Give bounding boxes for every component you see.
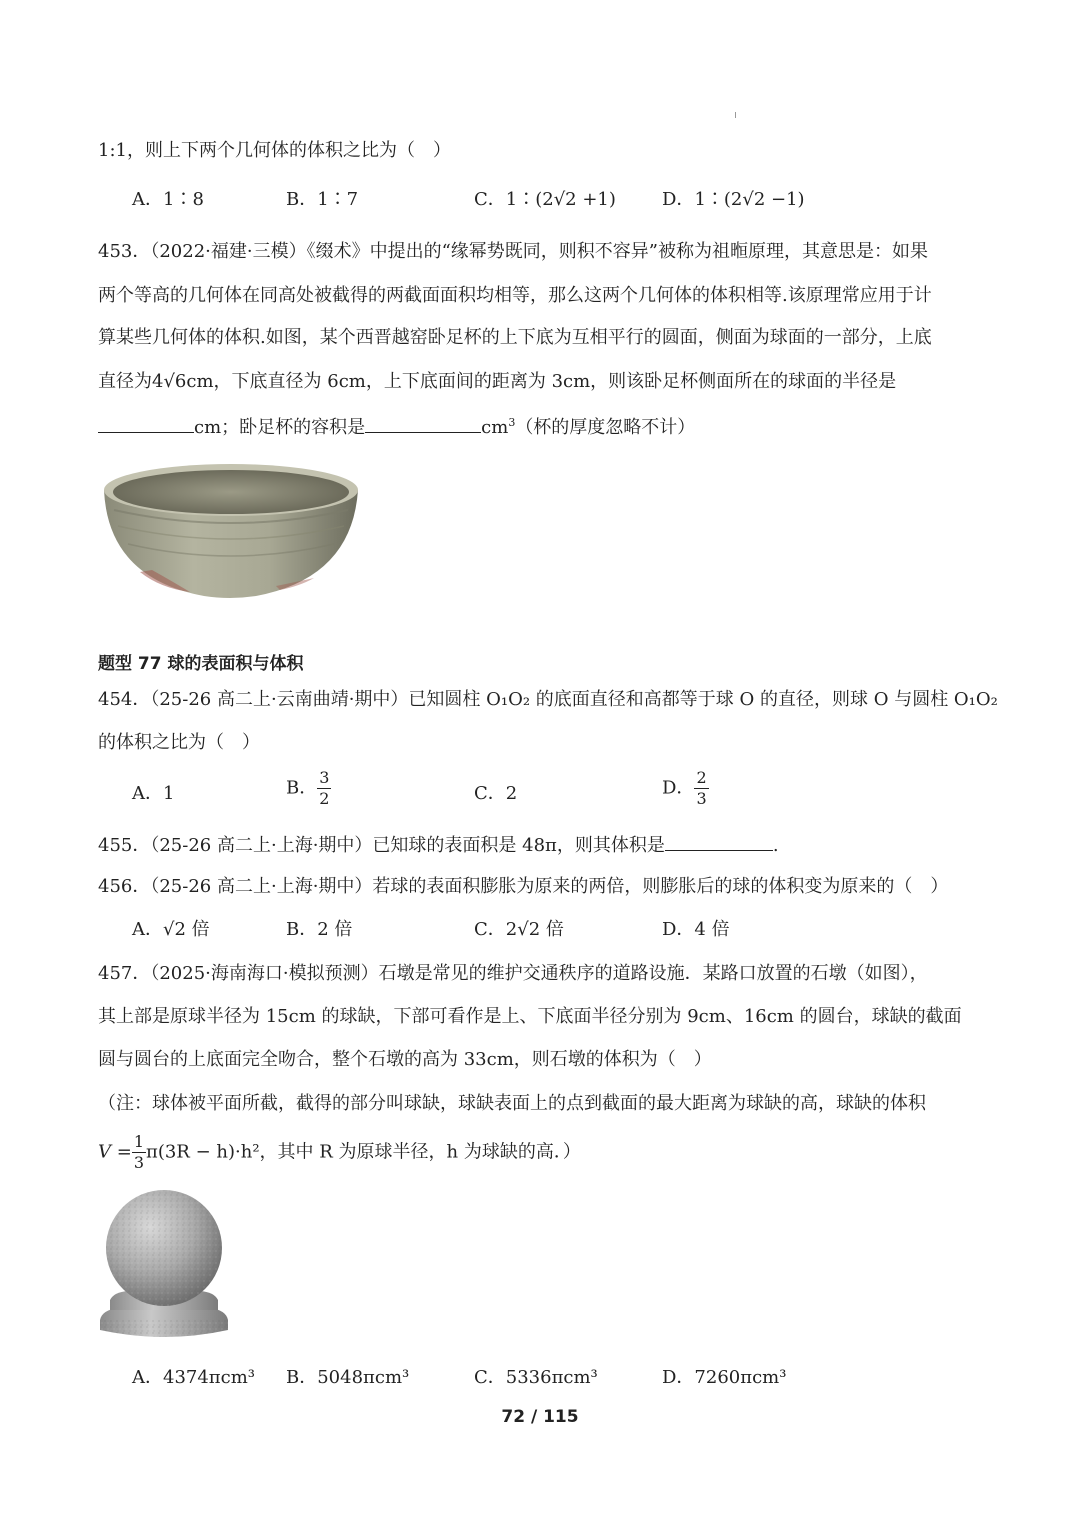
fraction-numerator: 1 <box>133 1132 144 1151</box>
q452-option-d-expr: 1∶(2√2 −1) <box>694 189 805 210</box>
q454-line-1: 454．（25-26 高二上·云南曲靖·期中）已知圆柱 O₁O₂ 的底面直径和高都等于球 O 的直径，则球 O 与圆柱 O₁O₂ <box>98 689 998 710</box>
q454-option-b[interactable] <box>286 768 331 809</box>
q457-option-b[interactable]: B．5048πcm³ <box>286 1367 410 1388</box>
q457-line-5-text: ，其中 R 为原球半径，h 为球缺的高．） <box>259 1141 581 1163</box>
fraction-denominator: 3 <box>696 789 707 808</box>
q454-option-b-label: B． <box>286 777 318 799</box>
q452-option-b[interactable]: B．1∶7 <box>286 189 359 210</box>
formula-lhs: V = <box>98 1141 132 1163</box>
q452-option-d-label: D． <box>662 189 695 210</box>
q456-option-b[interactable]: B．2 倍 <box>286 919 353 940</box>
q456-option-c[interactable]: C．2√2 倍 <box>474 919 564 940</box>
fraction-numerator: 2 <box>696 768 707 787</box>
bowl-image <box>100 460 362 602</box>
q453-line-4 <box>98 370 896 394</box>
q453-line-4-pre: 直径为 <box>98 371 152 392</box>
q453-line-5-a: cm；卧足杯的容积是 <box>194 417 366 438</box>
q453-blank-radius[interactable] <box>98 414 194 433</box>
q454-option-b-fraction <box>317 768 331 809</box>
q456-option-a[interactable]: A．√2 倍 <box>132 919 210 940</box>
q453-diameter-math: 4√6cm <box>152 371 214 392</box>
q454-option-c[interactable]: C．2 <box>474 783 518 804</box>
page-number: 72 / 115 <box>501 1407 579 1427</box>
q457-line-5 <box>98 1132 581 1173</box>
formula-fraction <box>132 1132 146 1173</box>
fraction-denominator: 3 <box>133 1153 144 1172</box>
formula-rhs: π(3R − h)·h² <box>146 1141 260 1163</box>
q453-line-1: 453．（2022·福建·三模）《缀术》中提出的“缘幂势既同，则积不容异”被称为祖暅原理，其意思是：如果 <box>98 241 929 262</box>
q457-option-a[interactable]: A．4374πcm³ <box>132 1367 256 1388</box>
q452-option-c-label: C． <box>474 189 506 210</box>
q453-blank-volume[interactable] <box>365 414 481 433</box>
q452-option-c-expr: 1∶(2√2 +1) <box>505 189 616 210</box>
q453-unit-sup: 3 <box>508 416 516 429</box>
q454-line-2: 的体积之比为（ ） <box>98 732 260 753</box>
q456-option-d[interactable]: D．4 倍 <box>662 919 730 940</box>
q455-line <box>98 832 779 858</box>
q453-line-3: 算某些几何体的体积.如图，某个西晋越窑卧足杯的上下底为互相平行的圆面，侧面为球面的一部分，上底 <box>98 327 932 348</box>
header-mark <box>735 112 736 118</box>
q453-line-4-post: ，下底直径为 6cm，上下底面间的距离为 3cm，则该卧足杯侧面所在的球面的半径是 <box>213 371 897 392</box>
q457-line-3: 圆与圆台的上底面完全吻合，整个石墩的高为 33cm，则石墩的体积为（ ） <box>98 1049 712 1070</box>
q452-option-d[interactable] <box>662 188 805 212</box>
q455-text: 455．（25-26 高二上·上海·期中）已知球的表面积是 48π，则其体积是 <box>98 835 665 856</box>
q453-line-2: 两个等高的几何体在同高处被截得的两截面面积均相等，那么这两个几何体的体积相等.该原理常应用于计 <box>98 285 932 306</box>
q452-text: 1:1，则上下两个几何体的体积之比为（ ） <box>98 140 451 161</box>
q457-option-c[interactable]: C．5336πcm³ <box>474 1367 598 1388</box>
q454-option-d-fraction <box>694 768 708 809</box>
q457-line-1: 457．（2025·海南海口·模拟预测）石墩是常见的维护交通秩序的道路设施．某路口放置的石墩（如图）， <box>98 963 928 984</box>
q457-line-4: （注：球体被平面所截，截得的部分叫球缺，球缺表面上的点到截面的最大距离为球缺的高，球缺的体积 <box>98 1093 926 1114</box>
q454-option-d[interactable] <box>662 768 709 809</box>
fraction-numerator: 3 <box>319 768 330 787</box>
q452-option-c[interactable] <box>474 188 616 212</box>
q453-unit: cm <box>481 417 509 438</box>
q452-option-a[interactable]: A．1∶8 <box>132 189 204 210</box>
q456-line: 456．（25-26 高二上·上海·期中）若球的表面积膨胀为原来的两倍，则膨胀后的球的体积变为原来的（ ） <box>98 876 949 897</box>
section-title: 题型 77 球的表面积与体积 <box>98 654 304 674</box>
q455-blank[interactable] <box>665 832 773 851</box>
q455-end: . <box>772 835 779 856</box>
q453-line-5-b: （杯的厚度忽略不计） <box>515 417 696 438</box>
q453-line-5 <box>98 414 695 440</box>
fraction-denominator: 2 <box>319 789 330 808</box>
q454-option-d-label: D． <box>662 777 695 799</box>
q457-line-2: 其上部是原球半径为 15cm 的球缺，下部可看作是上、下底面半径分别为 9cm、16cm 的圆台，球缺的截面 <box>98 1006 962 1027</box>
q457-option-d[interactable]: D．7260πcm³ <box>662 1367 787 1388</box>
stone-bollard-image <box>98 1188 230 1344</box>
q454-option-a[interactable]: A．1 <box>132 783 175 804</box>
